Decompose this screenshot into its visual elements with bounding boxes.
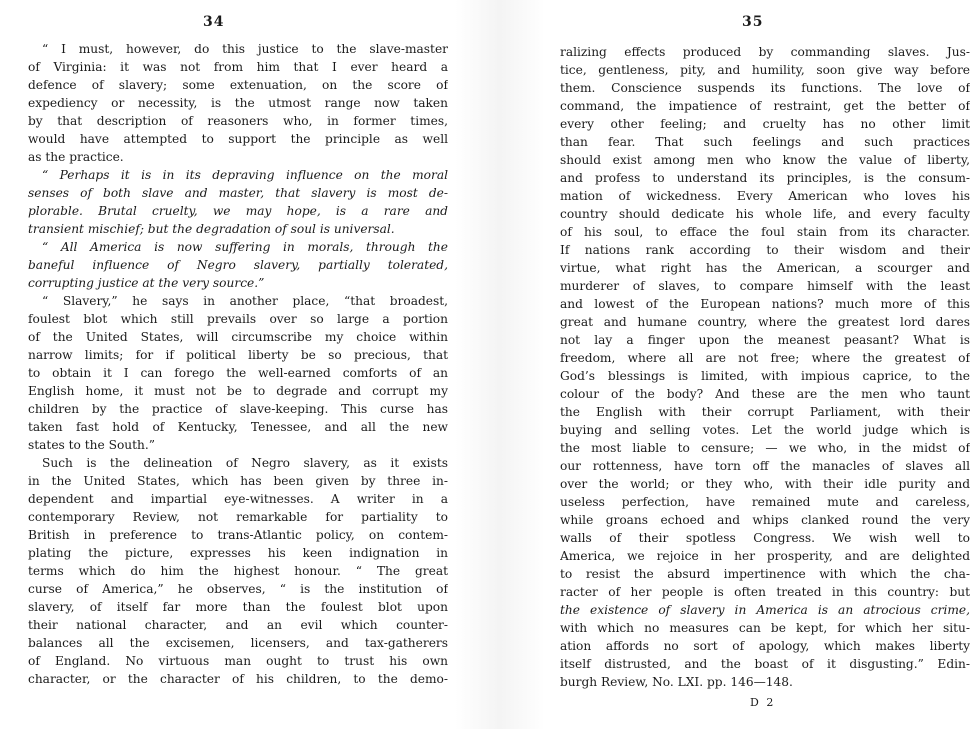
text-line: burgh Review, No. LXI. pp. 146—148. (560, 675, 793, 689)
text-line: the existence of slavery in America is an atrocious crime, (560, 603, 970, 617)
text-line: great and humane country, where the greatest lord dares (560, 315, 970, 329)
page-number: 35 (742, 14, 764, 30)
text-line: British in preference to trans-Atlantic policy, on contem- (28, 528, 448, 542)
text-line: baneful influence of Negro slavery, partially tolerated, (28, 258, 448, 272)
text-line: while groans echoed and whips clanked round the very (560, 513, 970, 527)
text-line: should exist among men who know the value of liberty, (560, 153, 970, 167)
text-line: contemporary Review, not remarkable for partiality to (28, 510, 448, 524)
text-line: every other feeling; and cruelty has no other limit (560, 117, 970, 131)
text-line: tice, gentleness, pity, and humility, soon give way before (560, 63, 970, 77)
book-gutter (455, 0, 545, 729)
text-line: corrupting justice at the very source.” (28, 276, 265, 290)
text-line: as the practice. (28, 150, 124, 164)
text-line: over the world; or they who, with their idle purity and (560, 477, 970, 491)
text-line: God’s blessings is limited, with impious caprice, to the (560, 369, 970, 383)
text-line: taken fast hold of Kentucky, Tenessee, and all the new (28, 420, 448, 434)
text-line: expediency or necessity, is the utmost range now taken (28, 96, 448, 110)
text-line: children by the practice of slave-keeping. This curse has (28, 402, 448, 416)
text-line: buying and selling votes. Let the world judge which is (560, 423, 970, 437)
text-line: our rottenness, have torn off the manacles of slaves all (560, 459, 970, 473)
text-line: plating the picture, expresses his keen indignation in (28, 546, 448, 560)
text-line: dependent and impartial eye-witnesses. A writer in a (28, 492, 448, 506)
text-line: “ Perhaps it is in its depraving influence on the moral (42, 168, 448, 182)
text-line: defence of slavery; some extenuation, on the score of (28, 78, 448, 92)
text-line: by that description of reasoners who, in former times, (28, 114, 448, 128)
text-line: “ I must, however, do this justice to the slave-master (42, 42, 448, 56)
text-line: “ All America is now suffering in morals, through the (42, 240, 448, 254)
text-line: not lay a finger upon the meanest peasant? What is (560, 333, 970, 347)
text-line: freedom, where all are not free; where the greatest of (560, 351, 970, 365)
text-line: of Virginia: it was not from him that I ever heard a (28, 60, 448, 74)
text-line: murderer of slaves, to compare himself with the least (560, 279, 970, 293)
text-line: walls of their spotless Congress. We wish well to (560, 531, 970, 545)
text-line: colour of the body? And these are the men who taunt (560, 387, 970, 401)
text-line: and profess to understand its principles, is the consum- (560, 171, 970, 185)
text-line: English home, it must not be to degrade and corrupt my (28, 384, 448, 398)
text-line: would have attempted to support the principle as well (28, 132, 448, 146)
text-line: them. Conscience suspends its functions. The love of (560, 81, 970, 95)
text-line: states to the South.” (28, 438, 155, 452)
text-line: of England. No virtuous man ought to trust his own (28, 654, 448, 668)
text-line: Such is the delineation of Negro slavery, as it exists (42, 456, 448, 470)
text-line: “ Slavery,” he says in another place, “that broadest, (42, 294, 448, 308)
text-line: ralizing effects produced by commanding slaves. Jus- (560, 45, 970, 59)
page-body-text (560, 43, 970, 691)
text-line: curse of America,” he observes, “ is the institution of (28, 582, 448, 596)
text-line: senses of both slave and master, that slavery is most de- (28, 186, 448, 200)
right-page (560, 0, 970, 729)
text-line: transient mischief; but the degradation of soul is universal. (28, 222, 395, 236)
text-line: command, the impatience of restraint, get the better of (560, 99, 970, 113)
text-line: mation of wickedness. Every American who loves his (560, 189, 970, 203)
text-line: ation affords no sort of apology, which makes liberty (560, 639, 970, 653)
text-line: racter of her people is often treated in this country: but (560, 585, 970, 599)
text-line: slavery, of itself far more than the foulest blot upon (28, 600, 448, 614)
text-line: narrow limits; for if political liberty be so precious, that (28, 348, 448, 362)
text-line: plorable. Brutal cruelty, we may hope, is a rare and (28, 204, 448, 218)
text-line: than fear. That such feelings and such practices (560, 135, 970, 149)
text-line: to obtain it I can forego the well-earned comforts of an (28, 366, 448, 380)
signature-mark: D 2 (750, 696, 776, 709)
text-line: the most liable to censure; — we who, in the midst of (560, 441, 970, 455)
text-line: with which no measures can be kept, for which her situ- (560, 621, 970, 635)
text-line: their national character, and an evil which counter- (28, 618, 448, 632)
text-line: country should dedicate his whole life, and every faculty (560, 207, 970, 221)
page-number: 34 (203, 14, 225, 30)
text-line: terms which do him the highest honour. “ The great (28, 564, 448, 578)
text-line: the English with their corrupt Parliament, with their (560, 405, 970, 419)
text-line: balances all the excisemen, licensers, and tax-gatherers (28, 636, 448, 650)
page-body-text (28, 40, 448, 688)
left-page (28, 0, 448, 729)
text-line: America, we rejoice in her prosperity, and are delighted (560, 549, 970, 563)
text-line: to resist the absurd impertinence with which the cha- (560, 567, 970, 581)
text-line: in the United States, which has been given by three in- (28, 474, 448, 488)
text-line: useless perfection, have remained mute and careless, (560, 495, 970, 509)
text-line: character, or the character of his children, to the demo- (28, 672, 448, 686)
text-line: of the United States, will circumscribe my choice within (28, 330, 448, 344)
text-line: virtue, what right has the American, a scourger and (560, 261, 970, 275)
text-line: If nations rank according to their wisdom and their (560, 243, 970, 257)
text-line: of his soul, to efface the foul stain from its character. (560, 225, 970, 239)
text-line: itself distrusted, and the boast of it disgusting.” Edin- (560, 657, 970, 671)
text-line: and lowest of the European nations? much more of this (560, 297, 970, 311)
text-line: foulest blot which still prevails over so large a portion (28, 312, 448, 326)
